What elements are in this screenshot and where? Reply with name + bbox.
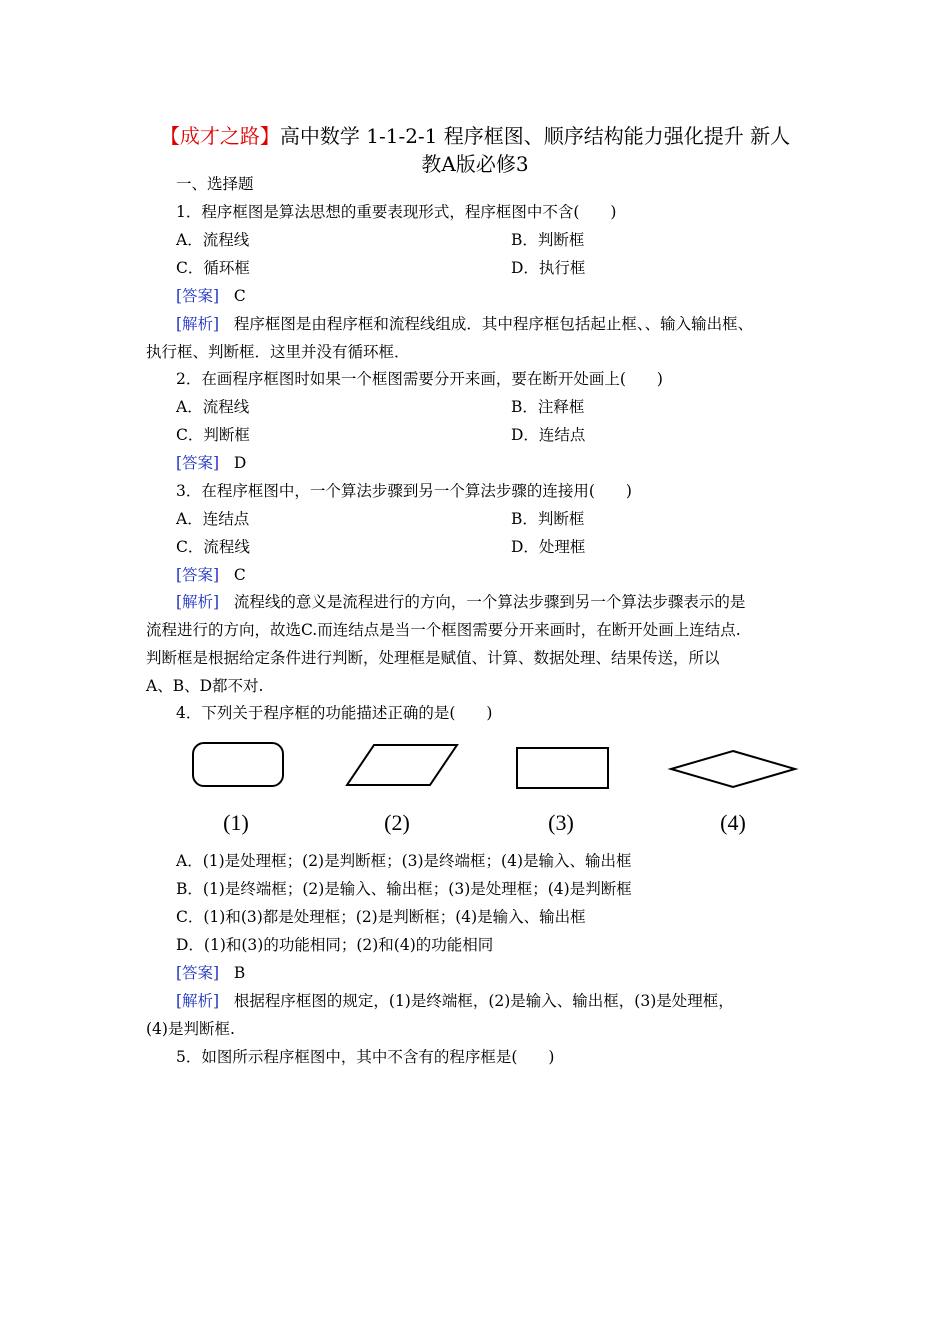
symbol-label-2: (2) xyxy=(384,810,410,835)
q3-option-a: A．连结点 xyxy=(176,510,250,528)
q3-answer xyxy=(176,565,246,585)
answer-value: C xyxy=(233,566,246,584)
q5-stem: 5．如图所示程序框图中，其中不含有的程序框是( ) xyxy=(176,1048,555,1066)
q2-option-d: D．连结点 xyxy=(511,426,586,444)
document-title-line2: 教A版必修3 xyxy=(421,152,529,176)
q3-analysis-line3: 判断框是根据给定条件进行判断，处理框是赋值、计算、数据处理、结果传送，所以 xyxy=(146,649,720,667)
q4-analysis-line2: (4)是判断框. xyxy=(146,1020,235,1038)
title-text: 高中数学 1-1-2-1 程序框图、顺序结构能力强化提升 新人 xyxy=(279,124,791,148)
q2-stem: 2．在画程序框图时如果一个框图需要分开来画，要在断开处画上( ) xyxy=(176,370,663,388)
q3-analysis-line4: A、B、D都不对. xyxy=(146,677,264,695)
answer-value: C xyxy=(233,287,246,305)
process-rectangle-symbol xyxy=(517,748,608,788)
decision-diamond-symbol xyxy=(671,751,795,787)
analysis-text: 流程线的意义是流程进行的方向，一个算法步骤到另一个算法步骤表示的是 xyxy=(233,593,746,611)
q4-stem: 4．下列关于程序框的功能描述正确的是( ) xyxy=(176,704,493,722)
q2-option-a: A．流程线 xyxy=(176,398,250,416)
q3-stem: 3．在程序框图中，一个算法步骤到另一个算法步骤的连接用( ) xyxy=(176,482,632,500)
answer-tag: [答案] xyxy=(176,287,220,305)
title-brand: 【成才之路】 xyxy=(159,124,280,148)
q1-option-a: A．流程线 xyxy=(176,231,250,249)
q1-stem: 1．程序框图是算法思想的重要表现形式，程序框图中不含( ) xyxy=(176,203,617,221)
q1-analysis-line2: 执行框、判断框．这里并没有循环框． xyxy=(146,343,410,361)
analysis-tag: [解析] xyxy=(176,992,220,1010)
q2-option-c: C．判断框 xyxy=(176,426,250,444)
answer-tag: [答案] xyxy=(176,964,220,982)
symbol-label-1: (1) xyxy=(223,810,249,835)
symbol-label-3: (3) xyxy=(548,810,574,835)
io-parallelogram-symbol xyxy=(347,745,457,785)
q1-option-d: D．执行框 xyxy=(511,259,586,277)
q2-answer xyxy=(176,453,246,473)
q3-option-d: D．处理框 xyxy=(511,538,586,556)
document-title-line1 xyxy=(100,122,850,150)
q4-option-d: D．(1)和(3)的功能相同；(2)和(4)的功能相同 xyxy=(176,936,494,954)
section-heading: 一、选择题 xyxy=(176,175,254,193)
analysis-text: 程序框图是由程序框和流程线组成．其中程序框包括起止框、、输入输出框、 xyxy=(233,315,754,333)
q3-analysis-line2: 流程进行的方向，故选C.而连结点是当一个框图需要分开来画时，在断开处画上连结点. xyxy=(146,621,741,639)
analysis-tag: [解析] xyxy=(176,315,220,333)
analysis-tag: [解析] xyxy=(176,593,220,611)
q3-analysis-line1 xyxy=(176,592,745,612)
q4-option-b: B．(1)是终端框；(2)是输入、输出框；(3)是处理框；(4)是判断框 xyxy=(176,880,632,898)
answer-value: B xyxy=(233,964,246,982)
q3-option-b: B．判断框 xyxy=(511,510,585,528)
answer-value: D xyxy=(233,454,247,472)
q1-analysis-line1 xyxy=(176,314,753,334)
q4-analysis-line1 xyxy=(176,991,734,1011)
q1-answer xyxy=(176,286,246,306)
q1-option-b: B．判断框 xyxy=(511,231,585,249)
q3-option-c: C．流程线 xyxy=(176,538,250,556)
terminal-symbol xyxy=(193,743,283,786)
q4-option-a: A．(1)是处理框；(2)是判断框；(3)是终端框；(4)是输入、输出框 xyxy=(176,852,632,870)
q2-option-b: B．注释框 xyxy=(511,398,585,416)
q4-answer xyxy=(176,963,245,983)
q4-option-c: C．(1)和(3)都是处理框；(2)是判断框；(4)是输入、输出框 xyxy=(176,908,586,926)
analysis-text: 根据程序框图的规定，(1)是终端框，(2)是输入、输出框，(3)是处理框， xyxy=(233,992,734,1010)
q1-option-c: C．循环框 xyxy=(176,259,250,277)
symbol-label-4: (4) xyxy=(720,810,746,835)
answer-tag: [答案] xyxy=(176,454,220,472)
answer-tag: [答案] xyxy=(176,566,220,584)
